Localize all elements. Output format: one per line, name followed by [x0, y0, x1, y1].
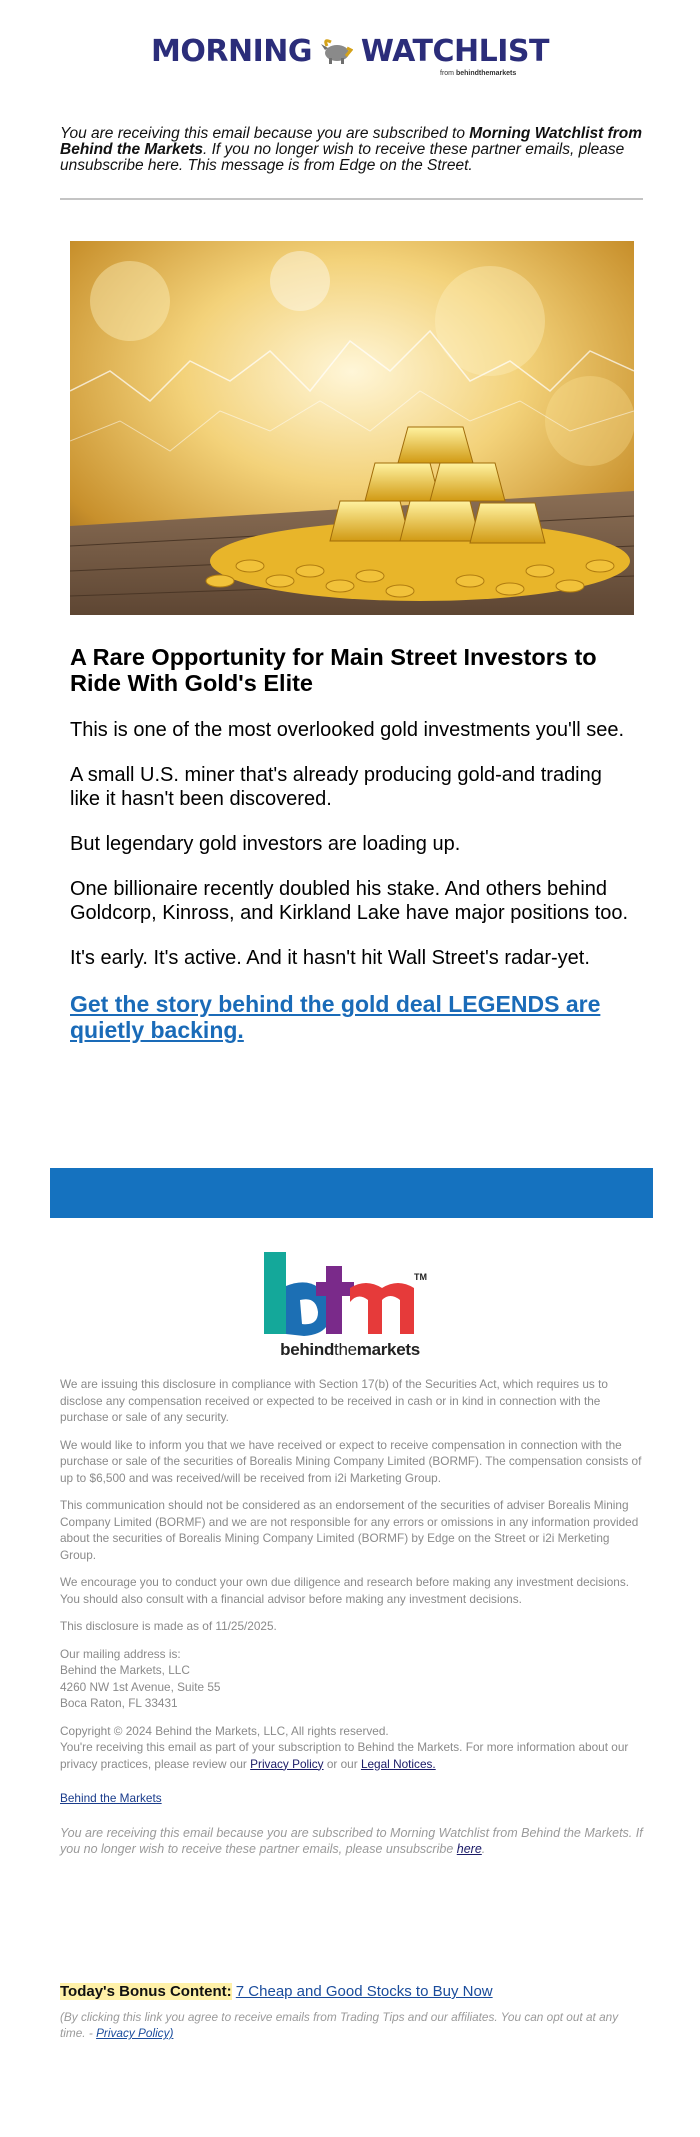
intro-rest: . If you no longer wish to receive these partner emails, please unsubscribe here. This message is from Edge on the Street. — [60, 141, 625, 174]
copyright-notice: Copyright © 2024 Behind the Markets, LLC, All rights reserved. You're receiving this email as part of your subscription to Behind the Markets. For more information about our privacy practices, please review our Privacy Policy or our Legal Notices. — [60, 1723, 629, 1771]
intro-brand: Morning Watchlist from Behind the Markets — [60, 125, 643, 158]
logo-morning: MORNING — [151, 34, 312, 69]
disclosure-section — [60, 1376, 645, 1868]
privacy-policy-link[interactable]: Privacy Policy — [250, 1756, 324, 1771]
bonus-stocks-link[interactable]: 7 Cheap and Good Stocks to Buy Now — [235, 1983, 493, 2000]
article-paragraph: One billionaire recently doubled his stake. And others behind Goldcorp, Kinross, and Kirkland Lake have major positions too. — [70, 878, 629, 924]
article-paragraph: But legendary gold investors are loading up. — [70, 833, 461, 855]
bull-logo-icon — [319, 36, 353, 66]
disclosure-paragraph: We encourage you to conduct your own due diligence and research before making any investment decisions. You should also consult with a financial advisor before making any investment decisions. — [60, 1575, 629, 1606]
unsubscribe-here-link[interactable]: here — [456, 1841, 482, 1856]
mailing-address: Our mailing address is: Behind the Markets, LLC 4260 NW 1st Avenue, Suite 55 Boca Raton, FL 33431 — [60, 1646, 221, 1710]
blue-banner — [50, 1168, 653, 1218]
intro-lead: You are receiving this email because you are subscribed to — [60, 125, 470, 142]
article-paragraph: This is one of the most overlooked gold investments you'll see. — [70, 719, 625, 741]
article-paragraph: A small U.S. miner that's already producing gold-and trading like it hasn't been discovered. — [70, 764, 602, 810]
disclosure-date: This disclosure is made as of 11/25/2025. — [60, 1619, 277, 1633]
disclosure-paragraph: We would like to inform you that we have received or expect to receive compensation in connection with the purchase or sale of the securities of Borealis Mining Company Limited (BORMF). The compensation consists of up to $6,500 and was received/will be received from i2i Marketing Group. — [60, 1437, 642, 1485]
header-divider — [60, 198, 643, 200]
article-body — [70, 644, 630, 1043]
logo-from-behindthemarkets: from behindthemarkets — [440, 70, 517, 77]
morning-watchlist-logo — [0, 34, 700, 84]
gold-bars-hero-image[interactable] — [70, 241, 634, 615]
cta-link[interactable]: Get the story behind the gold deal LEGENDS are quietly backing. — [70, 991, 601, 1043]
logo-watchlist: WATCHLIST — [360, 34, 549, 69]
intro-notice — [60, 126, 645, 174]
disclosure-paragraph: This communication should not be considered as an endorsement of the securities of adviser Borealis Mining Company Limited (BORMF) and we are not responsible for any errors or omissions in any information provided about the securities of Borealis Mining Company Limited (BORMF) by Edge on the Street or i2i Merketing Group. — [60, 1498, 639, 1562]
bonus-privacy-link[interactable]: Privacy Policy) — [96, 2026, 174, 2040]
bonus-label: Today's Bonus Content: — [60, 1983, 232, 2000]
svg-text:TM: TM — [414, 1272, 427, 1282]
bonus-note: (By clicking this link you agree to receive emails from Trading Tips and our affiliates. You can opt out at any time. - Privacy Policy) — [60, 2010, 619, 2040]
legal-notices-link[interactable]: Legal Notices. — [360, 1756, 436, 1771]
footer-subscription-note: You are receiving this email because you are subscribed to Morning Watchlist from Behind the Markets. If you no longer wish to receive these partner emails, please unsubscribe here. — [60, 1825, 643, 1856]
btm-wordmark: behindthemarkets — [280, 1340, 420, 1359]
behind-the-markets-link[interactable]: Behind the Markets — [60, 1791, 162, 1805]
article-headline: A Rare Opportunity for Main Street Investors to Ride With Gold's Elite — [70, 644, 597, 696]
disclosure-paragraph: We are issuing this disclosure in compliance with Section 17(b) of the Securities Act, which requires us to disclose any compensation received or expected to be received in cash or in kind in connection with the purchase or sale of any security. — [60, 1377, 608, 1424]
bonus-content — [60, 1983, 645, 2041]
article-paragraph: It's early. It's active. And it hasn't hit Wall Street's radar-yet. — [70, 947, 590, 969]
